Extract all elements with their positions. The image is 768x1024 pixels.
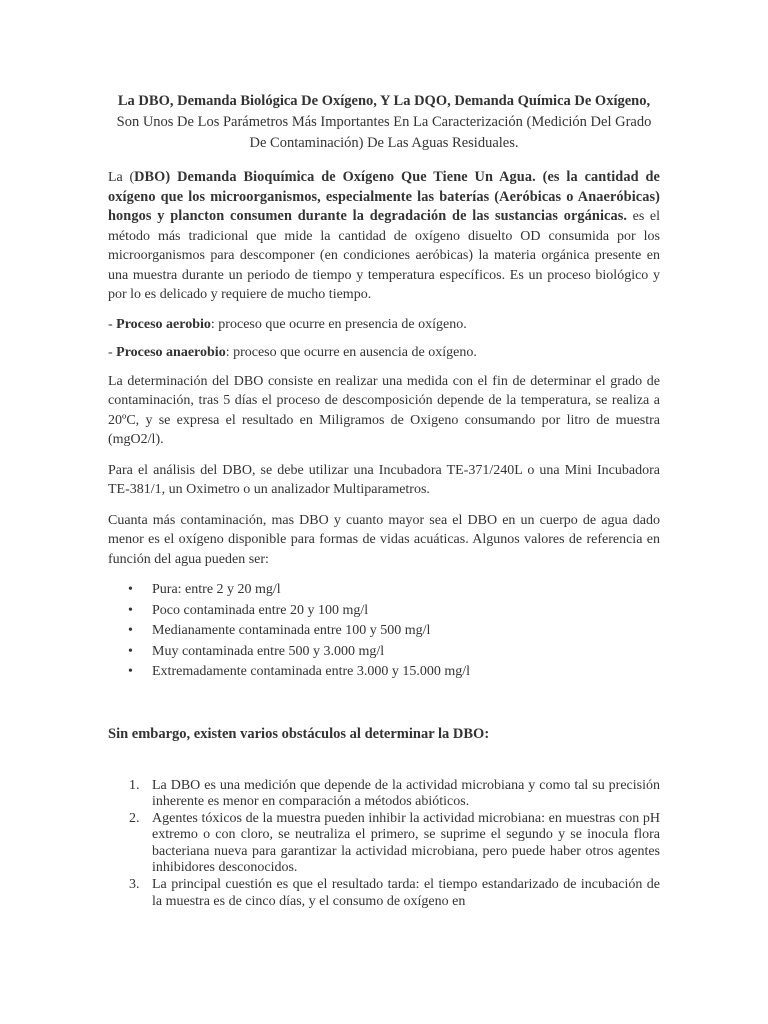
definition-text: : proceso que ocurre en presencia de oxígeno.	[210, 316, 467, 332]
list-number: 2.	[129, 811, 140, 827]
paragraph-analysis: Para el análisis del DBO, se debe utilizar una Incubadora TE-371/240L o una Mini Incubadora TE-381/1, un Oximetro o un analizador Multiparametros.	[108, 462, 660, 497]
list-item: • Extremadamente contaminada entre 3.000 y 15.000 mg/l	[152, 662, 660, 683]
list-text: Agentes tóxicos de la muestra pueden inhibir la actividad microbiana: en muestras con pH extremo o con cloro, se neutraliza el primero, se suprime el segundo y se inocula flora bacteriana nueva para garantizar la actividad microbiana, pero puede haber otros agentes inhibidores desconocidos.	[152, 811, 660, 875]
definition-dash: -	[108, 345, 117, 360]
definition-aerobic	[108, 315, 660, 335]
intro-bold-definition: DBO) Demanda Bioquímica de Oxígeno Que Tiene Un Agua. (es la cantidad de oxígeno que los microorganismos, especialmente las baterías (Aeróbicas o Anaeróbicas) hongos y plancton consumen durante la degradación de las sustancias orgánicas.	[108, 169, 660, 224]
list-text: La DBO es una medición que depende de la actividad microbiana y como tal su precisión inherente es menor en comparación a métodos abióticos.	[152, 777, 660, 809]
definition-anaerobic	[108, 343, 660, 363]
title-subtitle: Son Unos De Los Parámetros Más Importantes En La Caracterización (Medición Del Grado De Contaminación) De Las Aguas Residuales.	[116, 114, 652, 151]
intro-lead: La (	[108, 170, 135, 185]
definition-term: Proceso aerobio	[116, 316, 211, 332]
paragraph-reference-intro: Cuanta más contaminación, mas DBO y cuanto mayor sea el DBO en un cuerpo de agua dado menor es el oxígeno disponible para formas de vidas acuáticas. Algunos valores de referencia en función del agua pueden ser:	[108, 512, 660, 567]
obstacles-list	[108, 778, 660, 910]
obstacles-heading: Sin embargo, existen varios obstáculos al determinar la DBO:	[108, 725, 490, 742]
intro-rest: es el método más tradicional que mide la cantidad de oxígeno disuelto OD consumida por los microorganismos para descomponer (en condiciones aeróbicas) la materia orgánica presente en una muestra durante un periodo de tiempo y temperatura específicos. Es un proceso biológico y por lo es delicado y requiere de mucho tiempo.	[108, 209, 661, 302]
reference-values-list	[108, 580, 660, 683]
list-item	[129, 811, 660, 876]
list-number: 1.	[129, 777, 140, 793]
document-title	[108, 91, 660, 154]
paragraph-determination: La determinación del DBO consiste en realizar una medida con el fin de determinar el grado de contaminación, tras 5 días el proceso de descomposición depende de la temperatura, se realiza a 20ºC, y se expresa el resultado en Miligramos de Oxigeno consumando por litro de muestra (mgO2/l).	[108, 373, 660, 447]
definition-term: Proceso anaerobio	[116, 345, 226, 360]
title-main: La DBO, Demanda Biológica De Oxígeno, Y La DQO, Demanda Química De Oxígeno,	[117, 93, 651, 109]
intro-paragraph	[108, 168, 660, 305]
list-item: • Medianamente contaminada entre 100 y 500 mg/l	[152, 621, 660, 642]
list-item	[129, 777, 660, 811]
list-item: • Pura: entre 2 y 20 mg/l	[152, 580, 660, 601]
list-item	[129, 877, 660, 910]
definition-dash: -	[108, 316, 117, 332]
list-item: • Poco contaminada entre 20 y 100 mg/l	[152, 601, 660, 622]
list-number: 3.	[129, 877, 140, 893]
definition-text: : proceso que ocurre en ausencia de oxígeno.	[225, 345, 477, 360]
list-item: • Muy contaminada entre 500 y 3.000 mg/l	[152, 642, 660, 663]
list-text: La principal cuestión es que el resultado tarda: el tiempo estandarizado de incubación de la muestra es de cinco días, y el consumo de oxígeno en	[152, 877, 660, 909]
